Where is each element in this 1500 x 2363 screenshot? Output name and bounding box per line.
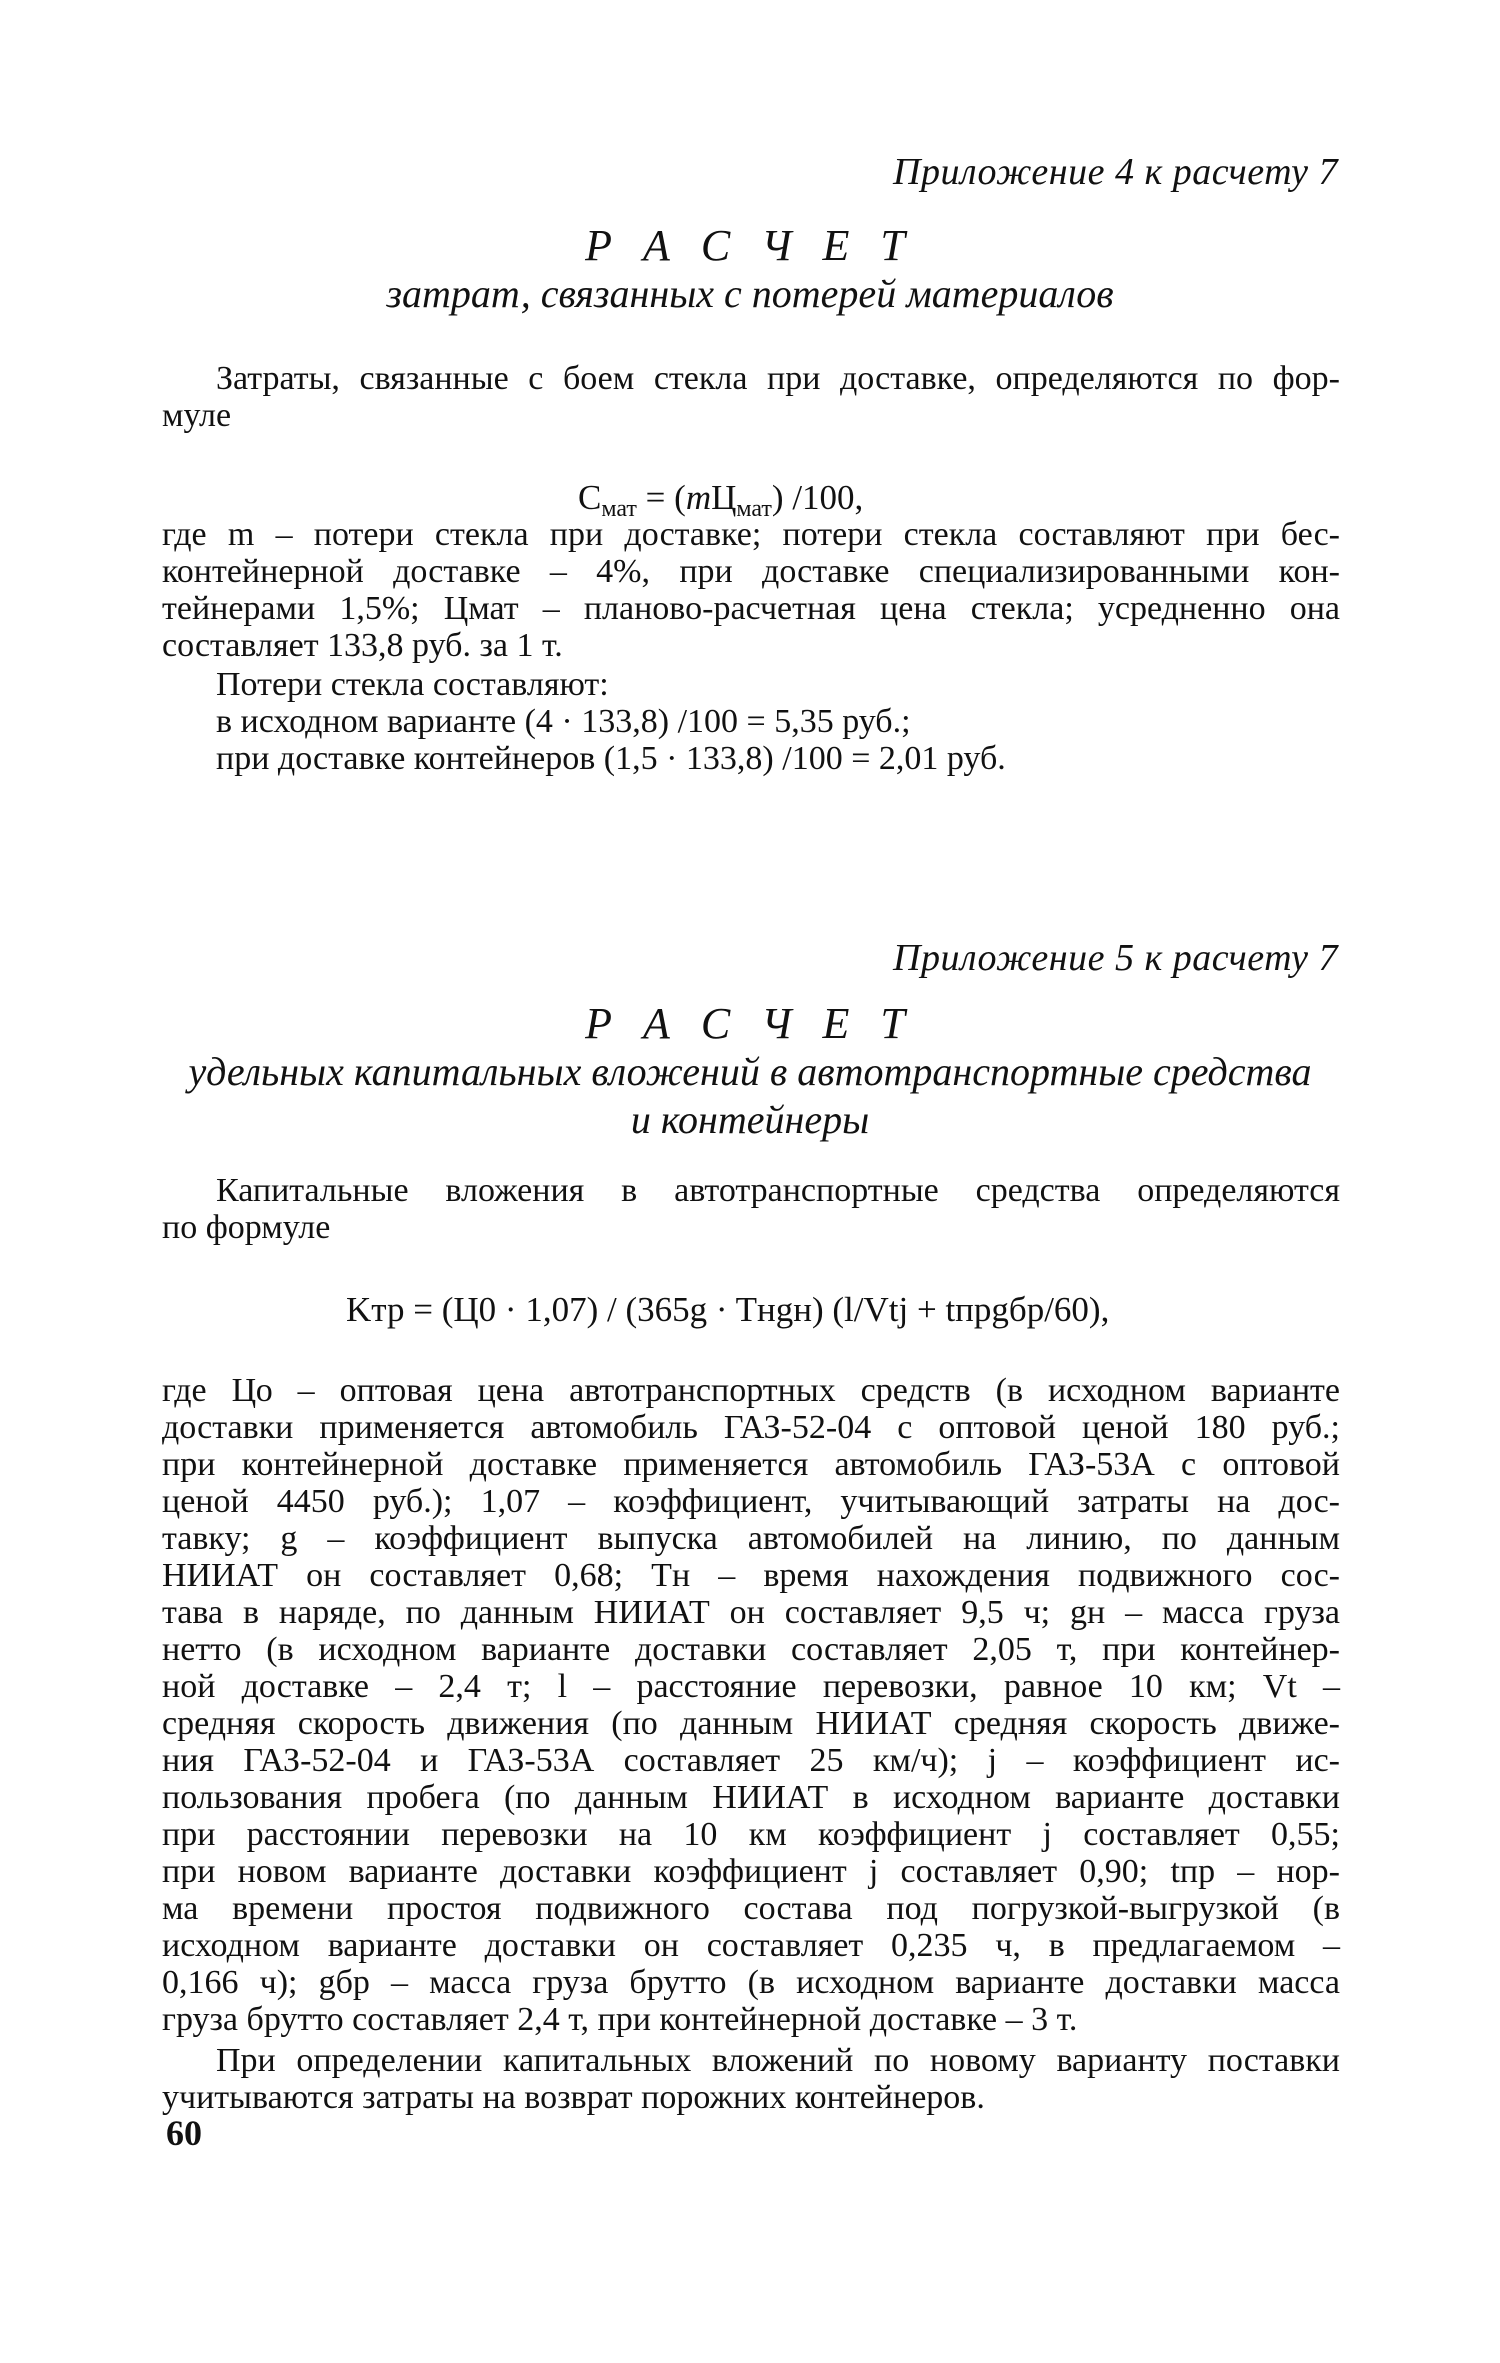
section2-intro <box>162 1172 1340 1246</box>
section1-subtitle: затрат, связанных с потерей материалов <box>386 271 1114 316</box>
body-line: доставки применяется автомобиль ГАЗ-52-04 с оптовой ценой 180 руб.; <box>162 1409 1340 1446</box>
where-line: составляет 133,8 руб. за 1 т. <box>162 627 563 664</box>
where-line: контейнерной доставке – 4%, при доставке специализированными кон- <box>162 553 1340 590</box>
body-line: НИИАТ он составляет 0,68; Tн – время нахождения подвижного сос- <box>162 1557 1340 1594</box>
loss-line: при доставке контейнеров (1,5 · 133,8) /100 = 2,01 руб. <box>216 740 1006 777</box>
section1-heading <box>160 222 1340 318</box>
section1-intro <box>162 360 1340 434</box>
section2-body <box>162 1372 1340 2038</box>
body-line: нетто (в исходном варианте доставки составляет 2,05 т, при контейнер- <box>162 1631 1340 1668</box>
body-line: исходном варианте доставки он составляет 0,235 ч, в предлагаемом – <box>162 1927 1340 1964</box>
section2-formula: Kтр = (Ц0 · 1,07) / (365g · Tнgн) (l/Vtj + tпрgбр/60), <box>346 1290 1110 1329</box>
intro-line: Капитальные вложения в автотранспортные средства определяются <box>216 1172 1340 1209</box>
body-line: тава в наряде, по данным НИИАТ он составляет 9,5 ч; gн – масса груза <box>162 1594 1340 1631</box>
appendix-5-label: Приложение 5 к расчету 7 <box>893 937 1338 979</box>
intro-line: муле <box>162 397 232 434</box>
appendix-4-label: Приложение 4 к расчету 7 <box>893 151 1338 193</box>
body-line: при расстоянии перевозки на 10 км коэффициент j составляет 0,55; <box>162 1816 1340 1853</box>
losses-title: Потери стекла составляют: <box>216 666 609 703</box>
final-line: При определении капитальных вложений по новому варианту поставки <box>216 2042 1340 2079</box>
body-line: где Цо – оптовая цена автотранспортных средств (в исходном варианте <box>162 1372 1340 1409</box>
body-line: ной доставке – 2,4 т; l – расстояние перевозки, равное 10 км; Vt – <box>162 1668 1340 1705</box>
intro-line: по формуле <box>162 1209 331 1246</box>
section1-formula: $C_{мат} = (mЦ_{мат})$ /100, <box>578 478 864 522</box>
body-line: ния ГАЗ-52-04 и ГАЗ-53А составляет 25 км/ч); j – коэффициент ис- <box>162 1742 1340 1779</box>
body-line: 0,166 ч); gбр – масса груза брутто (в исходном варианте доставки масса <box>162 1964 1340 2001</box>
section2-title: Р А С Ч Е Т <box>585 999 915 1048</box>
section2-subtitle-line: удельных капитальных вложений в автотранспортные средства <box>188 1049 1312 1094</box>
section2-subtitle-line: и контейнеры <box>630 1097 870 1142</box>
body-line: ценой 4450 руб.); 1,07 – коэффициент, учитывающий затраты на дос- <box>162 1483 1340 1520</box>
where-line: тейнерами 1,5%; Цмат – планово-расчетная цена стекла; усредненно она <box>162 590 1340 627</box>
body-line: пользования пробега (по данным НИИАТ в исходном варианте доставки <box>162 1779 1340 1816</box>
body-line: тавку; g – коэффициент выпуска автомобилей на линию, по данным <box>162 1520 1340 1557</box>
intro-line: Затраты, связанные с боем стекла при доставке, определяются по фор- <box>216 360 1340 397</box>
section1-where <box>162 516 1340 664</box>
section1-title: Р А С Ч Е Т <box>585 221 915 270</box>
body-line: средняя скорость движения (по данным НИИАТ средняя скорость движе- <box>162 1705 1340 1742</box>
body-line: ма времени простоя подвижного состава под погрузкой-выгрузкой (в <box>162 1890 1340 1927</box>
section2-final <box>162 2042 1340 2116</box>
final-line: учитываются затраты на возврат порожних контейнеров. <box>162 2079 985 2116</box>
page-number: 60 <box>166 2113 202 2153</box>
section2-heading <box>160 1000 1340 1144</box>
loss-line: в исходном варианте (4 · 133,8) /100 = 5,35 руб.; <box>216 703 911 740</box>
section1-losses <box>216 666 1336 777</box>
body-line: при новом варианте доставки коэффициент j составляет 0,90; tпр – нор- <box>162 1853 1340 1890</box>
body-line: груза брутто составляет 2,4 т, при контейнерной доставке – 3 т. <box>162 2001 1078 2038</box>
where-line: где m – потери стекла при доставке; потери стекла составляют при бес- <box>162 516 1340 553</box>
body-line: при контейнерной доставке применяется автомобиль ГАЗ-53А с оптовой <box>162 1446 1340 1483</box>
